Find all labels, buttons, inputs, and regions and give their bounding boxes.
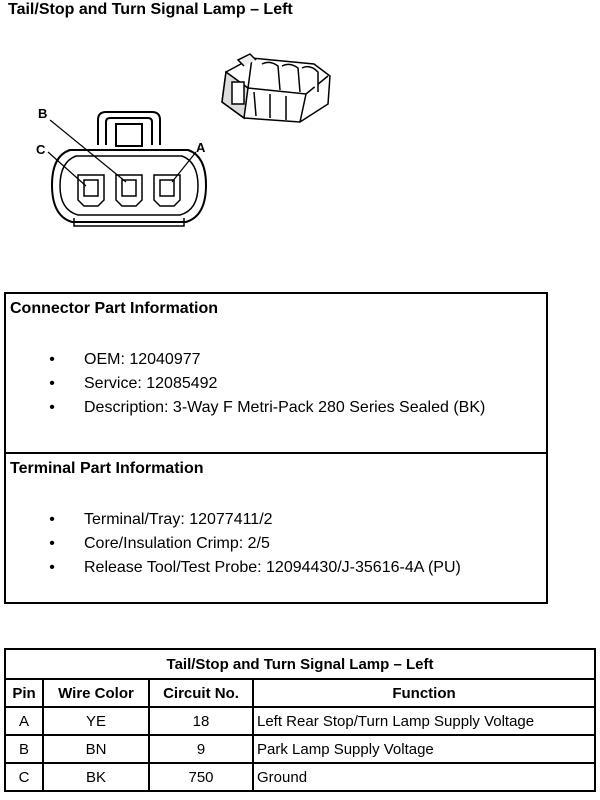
connector-diagram xyxy=(0,0,600,260)
bullet-icon: • xyxy=(49,375,55,392)
cell-circuit: 9 xyxy=(149,735,253,763)
terminal-tray: Terminal/Tray: 12077411/2 xyxy=(84,511,273,528)
cell-circuit: 18 xyxy=(149,707,253,735)
list-item xyxy=(6,396,546,420)
terminal-part-info xyxy=(6,452,546,602)
connector-bullet-list xyxy=(6,348,546,420)
column-header-circuit: Circuit No. xyxy=(149,679,253,707)
cell-wire-color: BN xyxy=(43,735,149,763)
table-row xyxy=(5,763,595,791)
list-item xyxy=(6,532,546,556)
release-tool: Release Tool/Test Probe: 12094430/J-35616-4A (PU) xyxy=(84,559,461,576)
cell-function: Ground xyxy=(253,763,595,791)
table-row xyxy=(5,735,595,763)
list-item xyxy=(6,556,546,580)
cell-function: Park Lamp Supply Voltage xyxy=(253,735,595,763)
cell-pin: B xyxy=(5,735,43,763)
terminal-bullet-list xyxy=(6,508,546,580)
core-insulation-crimp: Core/Insulation Crimp: 2/5 xyxy=(84,535,270,552)
cell-function: Left Rear Stop/Turn Lamp Supply Voltage xyxy=(253,707,595,735)
bullet-icon: • xyxy=(49,399,55,416)
table-header-row xyxy=(5,679,595,707)
connector-service: Service: 12085492 xyxy=(84,375,218,392)
cell-pin: C xyxy=(5,763,43,791)
pin-label-a: A xyxy=(196,140,206,155)
bullet-icon: • xyxy=(49,559,55,576)
column-header-function: Function xyxy=(253,679,595,707)
connector-part-info xyxy=(6,294,546,452)
bullet-icon: • xyxy=(49,351,55,368)
pin-label-c: C xyxy=(36,142,46,157)
cell-pin: A xyxy=(5,707,43,735)
pin-cavities xyxy=(78,175,180,206)
part-information-box xyxy=(4,292,548,604)
cell-wire-color: BK xyxy=(43,763,149,791)
connector-iso-view xyxy=(222,54,330,122)
terminal-section-title: Terminal Part Information xyxy=(10,460,204,477)
connector-oem: OEM: 12040977 xyxy=(84,351,201,368)
pin-table xyxy=(4,648,596,792)
column-header-wire-color: Wire Color xyxy=(43,679,149,707)
bullet-icon: • xyxy=(49,511,55,528)
cell-wire-color: YE xyxy=(43,707,149,735)
column-header-pin: Pin xyxy=(5,679,43,707)
list-item xyxy=(6,372,546,396)
list-item xyxy=(6,508,546,532)
list-item xyxy=(6,348,546,372)
table-title-row xyxy=(5,649,595,679)
bullet-icon: • xyxy=(49,535,55,552)
connector-section-title: Connector Part Information xyxy=(10,300,219,317)
connector-description: Description: 3-Way F Metri-Pack 280 Series Sealed (BK) xyxy=(84,399,486,416)
table-title: Tail/Stop and Turn Signal Lamp – Left xyxy=(5,649,595,679)
table-row xyxy=(5,707,595,735)
cell-circuit: 750 xyxy=(149,763,253,791)
page-title: Tail/Stop and Turn Signal Lamp – Left xyxy=(8,1,293,18)
pin-label-b: B xyxy=(38,106,48,121)
